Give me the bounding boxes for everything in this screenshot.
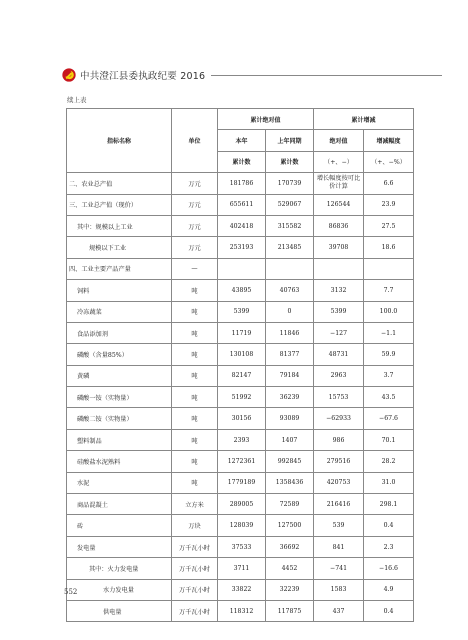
row-last-year: 79184 [266, 365, 314, 386]
table-row [67, 494, 414, 515]
row-rate: −16.6 [364, 558, 414, 579]
growth-rate-header: 增减幅度 [364, 130, 414, 151]
cumulative-count-header: 累计数 [266, 151, 314, 172]
row-name: 其中：火力发电量 [67, 558, 172, 579]
row-name: 四、工业主要产品产量 [67, 258, 172, 279]
row-absolute: 2963 [314, 365, 364, 386]
row-name: 磷酸二铵（实物量） [67, 408, 172, 429]
row-rate: 31.0 [364, 472, 414, 493]
header-title: 中共澄江县委执政纪要 2016 [80, 71, 206, 82]
table-row [67, 387, 414, 408]
row-absolute: 437 [314, 600, 364, 621]
row-rate: 59.9 [364, 344, 414, 365]
row-this-year: 3711 [218, 558, 266, 579]
row-rate: 70.1 [364, 429, 414, 450]
row-this-year: 1272361 [218, 451, 266, 472]
row-name: 冷冻蔬菜 [67, 301, 172, 322]
table-row [67, 558, 414, 579]
row-absolute: 216416 [314, 494, 364, 515]
row-name: 商品混凝土 [67, 494, 172, 515]
row-name: 其中：规模以上工业 [67, 215, 172, 236]
row-absolute: −741 [314, 558, 364, 579]
row-this-year: 655611 [218, 194, 266, 215]
row-name: 三、工业总产值（现价） [67, 194, 172, 215]
row-name: 塑料制品 [67, 429, 172, 450]
table-row [67, 322, 414, 343]
table-row [67, 280, 414, 301]
row-rate: 18.6 [364, 237, 414, 258]
row-absolute: 986 [314, 429, 364, 450]
row-absolute: −62933 [314, 408, 364, 429]
indicator-header: 指标名称 [67, 109, 172, 173]
row-name: 二、农业总产值 [67, 173, 172, 194]
row-rate: 4.9 [364, 579, 414, 600]
row-unit: 万千瓦小时 [172, 600, 218, 621]
row-rate: 43.5 [364, 387, 414, 408]
row-last-year: 4452 [266, 558, 314, 579]
row-absolute [314, 258, 364, 279]
row-name: 黄磷 [67, 365, 172, 386]
row-last-year: 992845 [266, 451, 314, 472]
row-unit: 吨 [172, 429, 218, 450]
row-unit: 万元 [172, 173, 218, 194]
row-absolute: 539 [314, 515, 364, 536]
last-year-header: 上年同期 [266, 130, 314, 151]
row-unit: 万元 [172, 215, 218, 236]
table-header-row [67, 109, 414, 130]
row-this-year: 33822 [218, 579, 266, 600]
row-name: 规模以下工业 [67, 237, 172, 258]
row-last-year: 1407 [266, 429, 314, 450]
row-rate: 298.1 [364, 494, 414, 515]
statistics-table [66, 108, 414, 622]
row-last-year: 213485 [266, 237, 314, 258]
row-absolute: 1583 [314, 579, 364, 600]
row-last-year: 11846 [266, 322, 314, 343]
row-name: 水力发电量 [67, 579, 172, 600]
table-row [67, 173, 414, 194]
row-rate: −67.6 [364, 408, 414, 429]
this-year-header: 本年 [218, 130, 266, 151]
table-row [67, 258, 414, 279]
row-rate: 0.4 [364, 600, 414, 621]
continued-label: 续上表 [67, 96, 87, 104]
table-row [67, 472, 414, 493]
header-rule [211, 75, 442, 76]
unit-header: 单位 [172, 109, 218, 173]
row-rate: 28.2 [364, 451, 414, 472]
table-row [67, 344, 414, 365]
table-row [67, 365, 414, 386]
row-absolute: 420753 [314, 472, 364, 493]
absolute-value-header: 绝对值 [314, 130, 364, 151]
row-last-year: 36239 [266, 387, 314, 408]
row-this-year: 37533 [218, 536, 266, 557]
row-absolute: −127 [314, 322, 364, 343]
row-this-year: 253193 [218, 237, 266, 258]
row-rate: 3.7 [364, 365, 414, 386]
table-row [67, 237, 414, 258]
row-unit: — [172, 258, 218, 279]
row-unit: 立方米 [172, 494, 218, 515]
row-unit: 吨 [172, 387, 218, 408]
table-row [67, 194, 414, 215]
row-rate: 27.5 [364, 215, 414, 236]
cumulative-change-header: 累计增减 [314, 109, 414, 130]
row-rate: 100.0 [364, 301, 414, 322]
row-this-year: 402418 [218, 215, 266, 236]
row-unit: 吨 [172, 408, 218, 429]
row-this-year: 5399 [218, 301, 266, 322]
row-name: 食品添加剂 [67, 322, 172, 343]
row-absolute: 15753 [314, 387, 364, 408]
row-unit: 万元 [172, 194, 218, 215]
party-emblem-icon [62, 68, 76, 82]
table-row [67, 515, 414, 536]
row-name: 饲料 [67, 280, 172, 301]
row-name: 磷酸（含量85%） [67, 344, 172, 365]
row-rate: 0.4 [364, 515, 414, 536]
row-this-year: 118312 [218, 600, 266, 621]
row-unit: 吨 [172, 280, 218, 301]
cumulative-absolute-header: 累计绝对值 [218, 109, 314, 130]
row-absolute: 279516 [314, 451, 364, 472]
row-absolute: 841 [314, 536, 364, 557]
row-name: 供电量 [67, 600, 172, 621]
row-last-year: 1358436 [266, 472, 314, 493]
row-unit: 万千瓦小时 [172, 536, 218, 557]
row-last-year: 170739 [266, 173, 314, 194]
row-absolute: 3132 [314, 280, 364, 301]
page-header [62, 67, 442, 83]
row-unit: 吨 [172, 344, 218, 365]
row-last-year: 529067 [266, 194, 314, 215]
row-last-year: 81377 [266, 344, 314, 365]
row-last-year: 117875 [266, 600, 314, 621]
row-unit: 吨 [172, 365, 218, 386]
row-absolute: 5399 [314, 301, 364, 322]
row-last-year: 36692 [266, 536, 314, 557]
table-row [67, 408, 414, 429]
page-number: 552 [64, 588, 78, 596]
row-absolute: 48731 [314, 344, 364, 365]
row-this-year: 11719 [218, 322, 266, 343]
row-absolute: 增长幅度按可比价计算 [314, 173, 364, 194]
row-absolute: 39708 [314, 237, 364, 258]
row-this-year: 51992 [218, 387, 266, 408]
row-last-year: 72589 [266, 494, 314, 515]
row-last-year [266, 258, 314, 279]
table-row [67, 579, 414, 600]
table-row [67, 451, 414, 472]
table-row [67, 536, 414, 557]
row-last-year: 0 [266, 301, 314, 322]
row-name: 硅酸盐水泥熟料 [67, 451, 172, 472]
table-row [67, 215, 414, 236]
row-rate: 7.7 [364, 280, 414, 301]
row-rate [364, 258, 414, 279]
cumulative-count-header: 累计数 [218, 151, 266, 172]
row-unit: 吨 [172, 301, 218, 322]
row-this-year: 43895 [218, 280, 266, 301]
row-unit: 万元 [172, 237, 218, 258]
row-name: 发电量 [67, 536, 172, 557]
row-this-year: 181786 [218, 173, 266, 194]
row-this-year: 128039 [218, 515, 266, 536]
table-row [67, 301, 414, 322]
row-this-year: 30156 [218, 408, 266, 429]
row-name: 磷酸一铵（实物量） [67, 387, 172, 408]
row-unit: 万千瓦小时 [172, 558, 218, 579]
row-absolute: 126544 [314, 194, 364, 215]
row-rate: 6.6 [364, 173, 414, 194]
row-name: 水泥 [67, 472, 172, 493]
row-unit: 吨 [172, 322, 218, 343]
sign-absolute-header: （+、−） [314, 151, 364, 172]
row-this-year: 82147 [218, 365, 266, 386]
table-row [67, 600, 414, 621]
row-this-year [218, 258, 266, 279]
row-unit: 吨 [172, 451, 218, 472]
row-unit: 吨 [172, 472, 218, 493]
row-unit: 万块 [172, 515, 218, 536]
row-rate: 2.3 [364, 536, 414, 557]
row-this-year: 289005 [218, 494, 266, 515]
row-this-year: 1779189 [218, 472, 266, 493]
row-last-year: 127500 [266, 515, 314, 536]
table-row [67, 429, 414, 450]
row-rate: −1.1 [364, 322, 414, 343]
row-last-year: 32239 [266, 579, 314, 600]
row-absolute: 86836 [314, 215, 364, 236]
row-rate: 23.9 [364, 194, 414, 215]
row-this-year: 2393 [218, 429, 266, 450]
row-last-year: 93089 [266, 408, 314, 429]
row-last-year: 315582 [266, 215, 314, 236]
row-name: 砖 [67, 515, 172, 536]
sign-percent-header: （+、−%） [364, 151, 414, 172]
row-unit: 万千瓦小时 [172, 579, 218, 600]
row-this-year: 130108 [218, 344, 266, 365]
row-last-year: 40763 [266, 280, 314, 301]
